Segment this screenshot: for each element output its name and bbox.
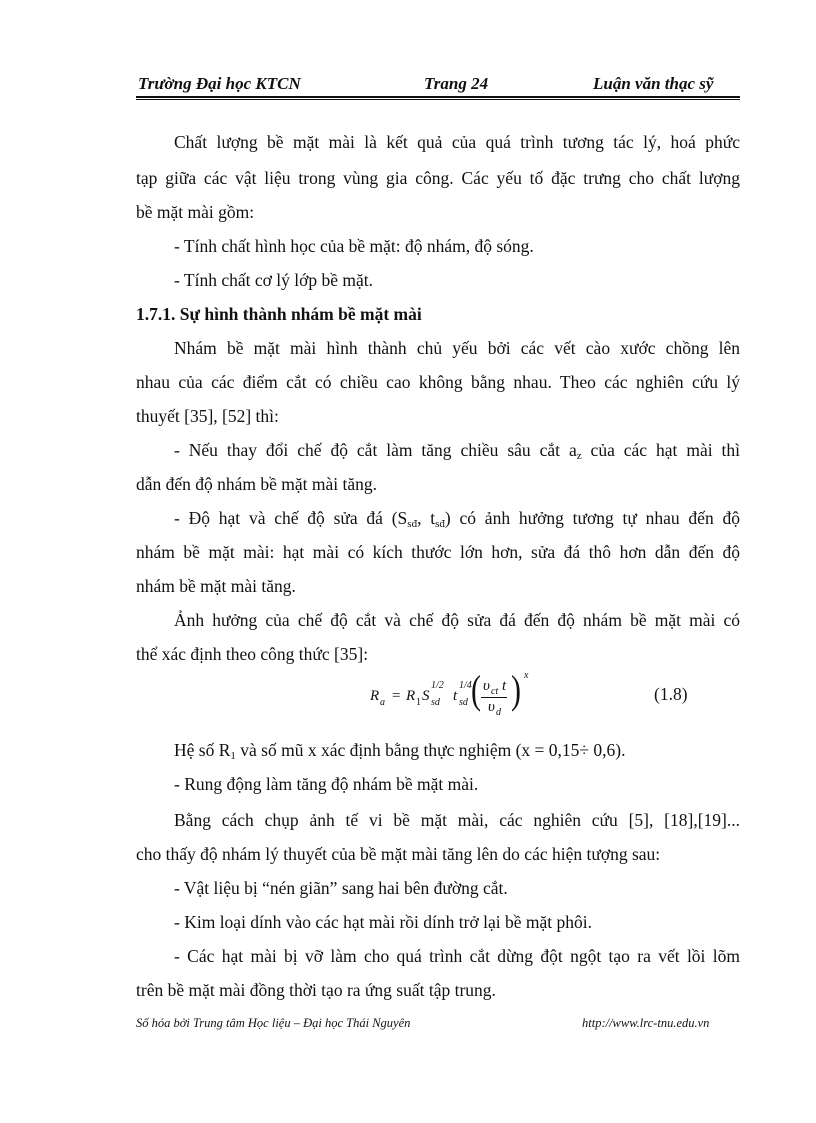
header-rule [136,96,740,98]
bullet-item: - Tính chất cơ lý lớp bề mặt. [174,270,373,290]
paragraph-line: trên bề mặt mài đồng thời tạo ra ứng suất tập trung. [136,980,496,1000]
paragraph-line: Chất lượng bề mặt mài là kết quả của quá trình tương tác lý, hoá phức [174,132,740,152]
header-rule-thin [136,99,740,100]
text-run: và số mũ x xác định bằng thực nghiệm (x = 0,15÷ 0,6). [235,740,626,760]
eq-paren: ) [511,668,521,713]
eq-subscript: sd [431,697,440,708]
bullet-item: - Rung động làm tăng độ nhám bề mặt mài. [174,774,479,794]
eq-numerator: υ [483,678,490,694]
footer-source: Số hóa bởi Trung tâm Học liệu – Đại học Thái Nguyên [136,1016,411,1030]
eq-subscript: d [496,707,501,718]
text-run: Hệ số R [174,740,231,760]
paragraph-line [174,506,740,530]
eq-subscript: sd [459,697,468,708]
paragraph-line: Bằng cách chụp ảnh tế vi bề mặt mài, các nghiên cứu [5], [18],[19]... [174,810,740,830]
paragraph-line [174,438,740,462]
bullet-item: - Kim loại dính vào các hạt mài rồi dính trở lại bề mặt phôi. [174,912,592,932]
header-school: Trường Đại học KTCN [138,74,301,93]
header-page-number: Trang 24 [424,74,489,93]
paragraph-line: Ảnh hưởng của chế độ cắt và chế độ sửa đá đến độ nhám bề mặt mài có [174,610,740,630]
eq-superscript: 1/2 [431,680,444,691]
text-run: - Độ hạt và chế độ sửa đá (S [174,508,408,528]
eq-symbol: t [453,688,458,704]
paragraph-line: dẫn đến độ nhám bề mặt mài tăng. [136,474,378,494]
bullet-item: - Tính chất hình học của bề mặt: độ nhám, độ sóng. [174,236,534,256]
subscript: z [576,450,582,462]
fraction-bar [481,697,507,698]
subscript: sđ [435,518,445,530]
paragraph-line: cho thấy độ nhám lý thuyết của bề mặt mài tăng lên do các hiện tượng sau: [136,844,661,864]
eq-numerator: t [502,678,507,694]
paragraph-line: thuyết [35], [52] thì: [136,406,279,426]
paragraph-line: bề mặt mài gồm: [136,202,255,222]
paragraph-line: nhám bề mặt mài: hạt mài có kích thước lớn hơn, sửa đá thô hơn dẫn đến độ [136,542,740,562]
subscript: sđ [407,518,418,530]
section-heading: 1.7.1. Sự hình thành nhám bề mặt mài [136,304,422,324]
paragraph-line: nhám bề mặt mài tăng. [136,576,296,596]
paragraph-line: Nhám bề mặt mài hình thành chủ yếu bởi các vết cào xước chồng lên [174,338,740,358]
paragraph-line: nhau của các điểm cắt có chiều cao không bằng nhau. Theo các nghiên cứu lý [136,372,740,392]
eq-symbol: R [370,688,380,704]
eq-equals: = [392,688,401,704]
eq-subscript: 1 [416,697,421,708]
text-run: , t [417,508,436,528]
eq-symbol: S [422,688,430,704]
eq-exponent: x [524,670,529,681]
text-run: - Nếu thay đổi chế độ cắt làm tăng chiều sâu cắt a [174,440,577,460]
eq-superscript: 1/4 [459,680,472,691]
paragraph-line: thể xác định theo công thức [35]: [136,644,369,664]
equation-number: (1.8) [654,684,688,704]
header-thesis: Luận văn thạc sỹ [593,74,714,93]
equation [370,666,570,724]
paragraph-line [174,738,625,762]
text-run: của các hạt mài thì [581,440,740,460]
text-run: ) có ảnh hưởng tương tự nhau đến độ [444,508,740,528]
eq-denominator: υ [488,699,495,715]
paragraph-line: tạp giữa các vật liệu trong vùng gia công. Các yếu tố đặc trưng cho chất lượng [136,168,740,188]
bullet-item: - Vật liệu bị “nén giãn” sang hai bên đường cắt. [174,878,508,898]
eq-symbol: R [406,688,416,704]
paragraph-line: - Các hạt mài bị vỡ làm cho quá trình cắt dừng đột ngột tạo ra vết lồi lõm [174,946,740,966]
eq-paren: ( [471,668,481,713]
subscript: 1 [230,750,236,762]
eq-subscript: ct [491,686,499,697]
eq-subscript: a [380,697,385,708]
footer-url[interactable]: http://www.lrc-tnu.edu.vn [582,1016,710,1030]
